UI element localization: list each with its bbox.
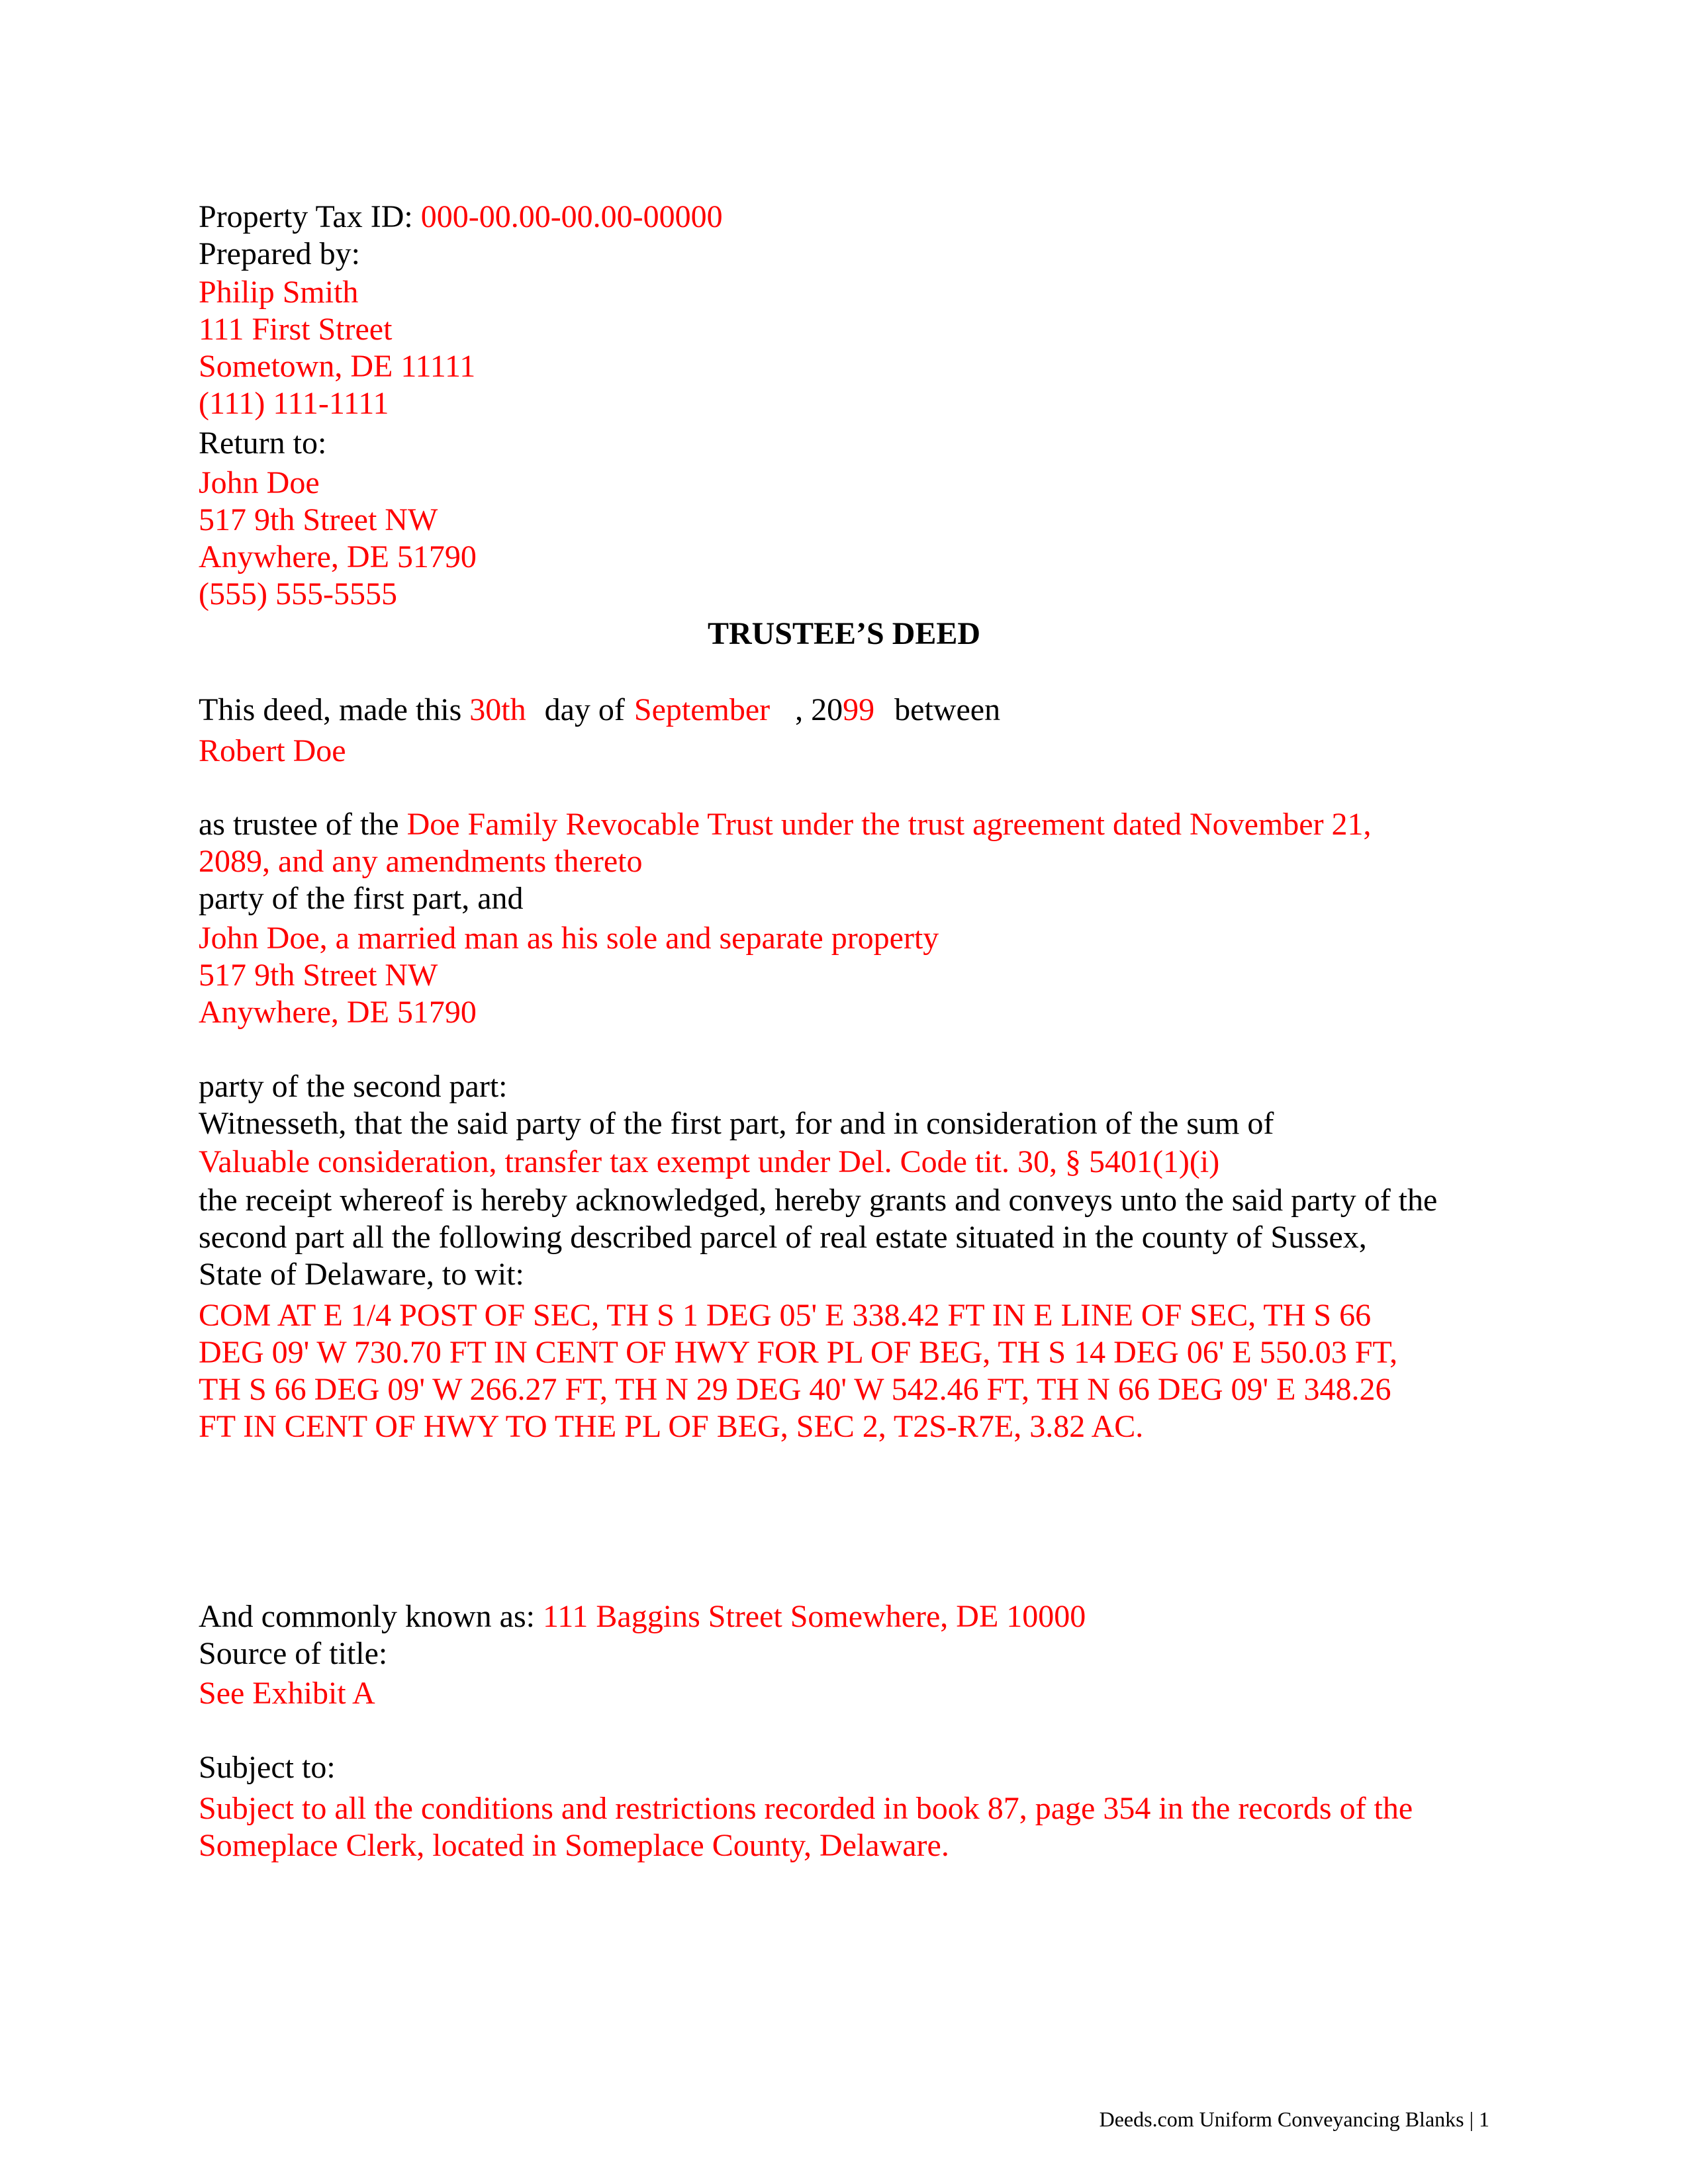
subject-to-line-2: Someplace Clerk, located in Someplace County, Delaware. bbox=[199, 1828, 949, 1863]
consideration-line: Valuable consideration, transfer tax exempt under Del. Code tit. 30, § 5401(1)(i) bbox=[199, 1144, 1220, 1179]
receipt-line-3: State of Delaware, to wit: bbox=[199, 1257, 524, 1292]
prepared-by-label: Prepared by: bbox=[199, 236, 360, 271]
tax-id-value: 000-00.00-00.00-00000 bbox=[420, 199, 723, 234]
known-as-value: 111 Baggins Street Somewhere, DE 10000 bbox=[542, 1599, 1086, 1634]
legal-description-line: COM AT E 1/4 POST OF SEC, TH S 1 DEG 05' E 338.42 FT IN E LINE OF SEC, TH S 66 bbox=[199, 1298, 1372, 1333]
source-of-title-value: See Exhibit A bbox=[199, 1676, 375, 1711]
legal-description-line: FT IN CENT OF HWY TO THE PL OF BEG, SEC 2, T2S-R7E, 3.82 AC. bbox=[199, 1409, 1144, 1444]
trust-line-2: 2089, and any amendments thereto bbox=[199, 844, 643, 879]
subject-to-label: Subject to: bbox=[199, 1750, 336, 1785]
known-as-label: And commonly known as: bbox=[199, 1599, 535, 1634]
intro-day: 30th bbox=[469, 692, 526, 727]
preparer-city: Sometown, DE 11111 bbox=[199, 349, 476, 384]
tax-id-line bbox=[199, 199, 723, 236]
page-footer: Deeds.com Uniform Conveyancing Blanks | 1 bbox=[1099, 2107, 1489, 2131]
grantee-city: Anywhere, DE 51790 bbox=[199, 995, 477, 1030]
tax-id-label: Property Tax ID: bbox=[199, 199, 413, 234]
legal-description-line: TH S 66 DEG 09' W 266.27 FT, TH N 29 DEG 40' W 542.46 FT, TH N 66 DEG 09' E 348.26 bbox=[199, 1372, 1391, 1407]
return-to-label: Return to: bbox=[199, 426, 327, 461]
preparer-phone: (111) 111-1111 bbox=[199, 386, 389, 421]
return-to-name: John Doe bbox=[199, 465, 320, 500]
trust-name: Doe Family Revocable Trust under the trust agreement dated November 21, bbox=[406, 807, 1372, 842]
party-first-part: party of the first part, and bbox=[199, 881, 524, 916]
document-title: TRUSTEE’S DEED bbox=[707, 616, 981, 651]
intro-year-prefix: , 20 bbox=[795, 692, 843, 727]
known-as-line bbox=[199, 1598, 1086, 1635]
receipt-line-2: second part all the following described parcel of real estate situated in the county of Sussex, bbox=[199, 1220, 1367, 1255]
return-to-city: Anywhere, DE 51790 bbox=[199, 539, 477, 574]
grantor-name: Robert Doe bbox=[199, 733, 346, 768]
subject-to-line-1: Subject to all the conditions and restrictions recorded in book 87, page 354 in the records of the bbox=[199, 1791, 1413, 1826]
intro-between: between bbox=[894, 692, 1001, 727]
legal-description-line: DEG 09' W 730.70 FT IN CENT OF HWY FOR PL OF BEG, TH S 14 DEG 06' E 550.03 FT, bbox=[199, 1335, 1398, 1370]
party-second-part: party of the second part: bbox=[199, 1069, 508, 1104]
source-of-title-label: Source of title: bbox=[199, 1636, 388, 1671]
return-to-phone: (555) 555-5555 bbox=[199, 576, 397, 612]
preparer-street: 111 First Street bbox=[199, 312, 393, 347]
trust-prefix: as trustee of the bbox=[199, 807, 399, 842]
intro-prefix: This deed, made this bbox=[199, 692, 462, 727]
trust-line-1 bbox=[199, 806, 1372, 843]
intro-day-of: day of bbox=[544, 692, 625, 727]
intro-line bbox=[199, 692, 1000, 729]
return-to-street: 517 9th Street NW bbox=[199, 502, 438, 537]
grantee-street: 517 9th Street NW bbox=[199, 958, 438, 993]
witnesseth-line: Witnesseth, that the said party of the first part, for and in consideration of the sum of bbox=[199, 1106, 1274, 1141]
receipt-line-1: the receipt whereof is hereby acknowledged, hereby grants and conveys unto the said party of the bbox=[199, 1183, 1438, 1218]
preparer-name: Philip Smith bbox=[199, 275, 359, 310]
intro-year-suffix: 99 bbox=[843, 692, 875, 727]
grantee-name: John Doe, a married man as his sole and separate property bbox=[199, 921, 939, 956]
intro-month: September bbox=[633, 692, 771, 727]
